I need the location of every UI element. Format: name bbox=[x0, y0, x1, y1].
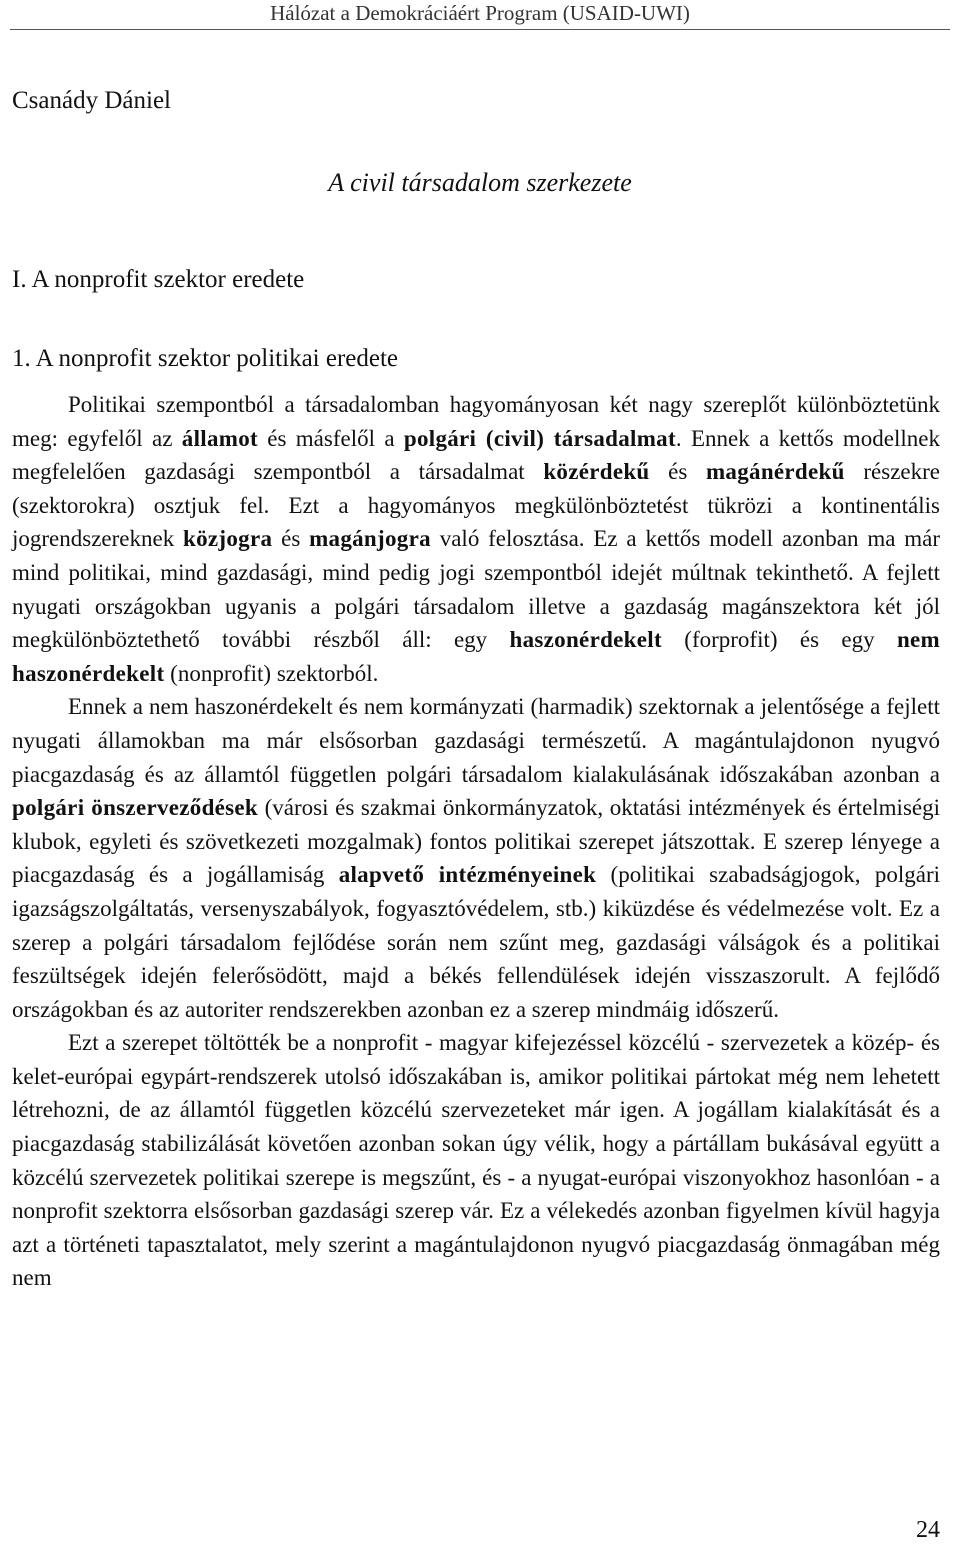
paragraph-3 bbox=[12, 1026, 940, 1295]
bold-term: polgári (civil) társadalmat bbox=[403, 425, 676, 451]
document-title: A civil társadalom szerkezete bbox=[328, 168, 632, 197]
text-run: Ennek a nem haszonérdekelt és nem kormányzati (harmadik) szektornak a jelentősége a fejlett nyugati államokban ma már elsősorban gazdasági természetű. A magántulajdonon nyugvó piacgazdaság és az államtól független polgári társadalom kialakulásának időszakában azonban a bbox=[12, 694, 940, 787]
header-rule bbox=[10, 29, 950, 30]
page-number: 24 bbox=[916, 1517, 940, 1543]
text-run: (városi és szakmai önkormányzatok, oktatási intézmények és értelmiségi klubok, egyleti és szövetkezeti mozgalmak) fontos politikai szerepet játszottak. E szerep lényege a piacgazdaság és a jogállamiság bbox=[12, 795, 940, 888]
text-run: és másfelől a bbox=[257, 425, 404, 451]
text-run: (forprofit) és egy bbox=[661, 627, 897, 653]
bold-term: magánjogra bbox=[309, 526, 431, 552]
bold-term: haszonérdekelt bbox=[509, 627, 662, 653]
text-run: való felosztása. Ez a kettős modell azonban ma már mind politikai, mind gazdasági, mind pedig jogi szempontból idejét múltnak tekinthető. A fejlett nyugati országokban ugyanis a polgári társadalom illetve a gazdaság magánszektora két jól megkülönböztethető további részből áll: egy bbox=[12, 526, 940, 653]
text-run: és bbox=[272, 526, 310, 552]
bold-term: közérdekű bbox=[543, 459, 650, 485]
paragraph-1 bbox=[12, 388, 940, 690]
running-header: Hálózat a Demokráciáért Program (USAID-UWI) bbox=[270, 1, 690, 25]
bold-term: államot bbox=[181, 425, 258, 451]
text-run: (politikai szabadságjogok, polgári igazságszolgáltatás, versenyszabályok, fogyasztóvédelem, stb.) kiküzdése és védelmezése volt. Ez a szerep a polgári társadalom fejlődése során nem szűnt meg, gazdasági válságok és a politikai feszültségek idején felerősödött, majd a békés fellendülések idején visszaszorult. A fejlődő országokban és az autoriter rendszerekben azonban ez a szerep mindmáig időszerű. bbox=[12, 862, 940, 1022]
bold-term: közjogra bbox=[183, 526, 273, 552]
text-run: (nonprofit) szektorból. bbox=[164, 660, 379, 686]
section-heading: I. A nonprofit szektor eredete bbox=[12, 266, 305, 293]
bold-term: alapvető intézményeinek bbox=[338, 862, 597, 888]
paragraph-2 bbox=[12, 690, 940, 1026]
text-run: Politikai szempontból a társadalomban hagyományosan két nagy szereplőt különböztetünk meg: egyfelől az bbox=[12, 392, 940, 451]
text-run: és bbox=[649, 459, 706, 485]
bold-term: nem haszonérdekelt bbox=[12, 627, 940, 686]
text-run: Ezt a szerepet töltötték be a nonprofit - magyar kifejezéssel közcélú - szervezetek a közép- és kelet-európai egypárt-rendszerek utolsó időszakában is, amikor politikai pártokat még nem lehetett létrehozni, de az államtól független közcélú szervezeteket már igen. A jogállam kialakítását és a piacgazdaság stabilizálását követően azonban sokan úgy vélik, hogy a pártállam bukásával együtt a közcélú szervezetek politikai szerepe is megszűnt, és - a nyugat-európai viszonyokhoz hasonlóan - a nonprofit szektorra elsősorban gazdasági szerep vár. Ez a vélekedés azonban figyelmen kívül hagyja azt a történeti tapasztalatot, mely szerint a magántulajdonon nyugvó piacgazdaság önmagában még nem bbox=[12, 1030, 940, 1291]
subsection-heading: 1. A nonprofit szektor politikai eredete bbox=[12, 345, 399, 372]
text-run: részekre (szektorokra) osztjuk fel. Ezt a hagyományos megkülönböztetést tükrözi a kontinentális jogrendszereknek bbox=[12, 459, 940, 552]
author-name: Csanády Dániel bbox=[12, 87, 171, 114]
text-run: . Ennek a kettős modellnek megfelelően gazdasági szempontból a társadalmat bbox=[12, 425, 940, 485]
bold-term: magánérdekű bbox=[705, 459, 845, 485]
body-text bbox=[12, 388, 940, 1295]
bold-term: polgári önszerveződések bbox=[12, 795, 259, 821]
